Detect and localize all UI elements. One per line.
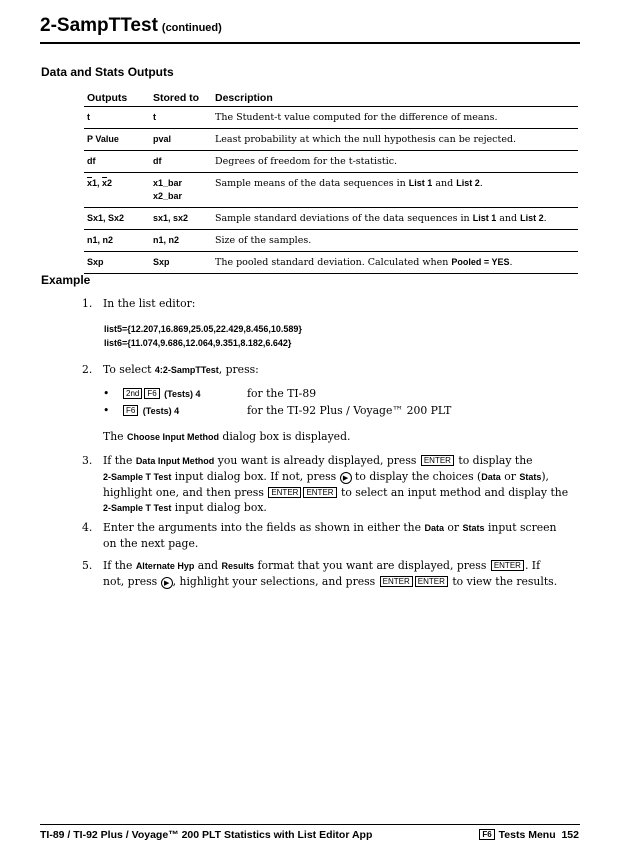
step-1 — [82, 296, 582, 311]
title-continued: (continued) — [161, 22, 222, 34]
desc-keyword: List 2 — [520, 213, 544, 223]
step-4 — [82, 520, 582, 551]
step-number: 4. — [82, 521, 93, 534]
step-text-run: If the — [103, 559, 136, 572]
output-cell: t — [84, 107, 150, 129]
bullet-dot: • — [103, 404, 110, 417]
stored-cell — [150, 173, 212, 208]
bullet-description: for the TI-92 Plus / Voyage™ 200 PLT — [247, 404, 452, 417]
list-definitions — [104, 322, 302, 350]
step-text-run: to display the — [454, 454, 533, 467]
step-text — [103, 429, 582, 445]
step-text-run: ), — [541, 470, 549, 483]
step-keyword: 4:2-SampTTest — [154, 365, 219, 375]
footer-rule — [40, 824, 580, 825]
description-cell — [212, 208, 578, 230]
description-cell: Degrees of freedom for the t-statistic. — [212, 151, 578, 173]
output-cell — [84, 173, 150, 208]
table-row — [84, 230, 578, 252]
footer-section-title: Tests Menu — [498, 829, 556, 841]
column-header: Description — [212, 90, 578, 107]
step-text-run: or — [443, 521, 463, 534]
key-enter: ENTER — [491, 560, 524, 571]
stored-cell: df — [150, 151, 212, 173]
step-keyword: Data Input Method — [135, 456, 215, 466]
step-text-run: not, press — [103, 575, 161, 588]
table-row — [84, 129, 578, 151]
step-text-run: dialog box is displayed. — [218, 430, 351, 443]
column-header: Outputs — [84, 90, 150, 107]
page-number: 152 — [561, 829, 579, 841]
step-text — [103, 520, 582, 551]
step-line: on the next page. — [103, 537, 199, 550]
step-number: 2. — [82, 363, 93, 376]
output-cell: df — [84, 151, 150, 173]
step-text: In the list editor: — [103, 297, 196, 310]
stored-cell: pval — [150, 129, 212, 151]
step-keyword: Data — [481, 472, 501, 482]
key-f6: F6 — [144, 388, 159, 399]
key-enter: ENTER — [268, 487, 301, 498]
stored-cell: Sxp — [150, 252, 212, 274]
step-keyword: Stats — [519, 472, 542, 482]
step-3 — [82, 453, 582, 516]
table-row — [84, 173, 578, 208]
stored-value: x2_bar — [153, 191, 183, 201]
step-text-run: input dialog box. If not, press — [171, 470, 340, 483]
step-text-run: . If — [524, 559, 541, 572]
stored-cell: sx1, sx2 — [150, 208, 212, 230]
step-text-run: input dialog box. — [171, 501, 267, 514]
step-text-run: to select an input method and display the — [337, 486, 569, 499]
step-text-run: or — [500, 470, 520, 483]
desc-keyword: List 1 — [472, 213, 497, 223]
column-header: Stored to — [150, 90, 212, 107]
table-row — [84, 208, 578, 230]
key-enter: ENTER — [380, 576, 413, 587]
footer-book-title: TI-89 / TI-92 Plus / Voyage™ 200 PLT Statistics with List Editor App — [40, 829, 373, 841]
step-text — [103, 362, 582, 378]
desc-text: The pooled standard deviation. Calculated when — [215, 257, 452, 268]
description-cell: The Student-t value computed for the difference of means. — [212, 107, 578, 129]
title-text: 2-SampTTest — [40, 15, 158, 36]
step-line — [103, 558, 582, 574]
description-cell: Size of the samples. — [212, 230, 578, 252]
step-keyword: Data — [424, 523, 444, 533]
step-number: 3. — [82, 454, 93, 467]
bullet-description: for the TI-89 — [247, 387, 317, 400]
table-row — [84, 107, 578, 129]
step-number: 5. — [82, 559, 93, 572]
menu-choice: (Tests) 4 — [164, 389, 201, 399]
table-row — [84, 252, 578, 274]
step-text-run: The — [103, 430, 127, 443]
step-text-run: If the — [103, 454, 136, 467]
key-enter: ENTER — [303, 487, 336, 498]
step-text-run: input screen — [484, 521, 557, 534]
page-header — [40, 14, 580, 44]
x-bar-symbol: $\overline{x}$ — [87, 178, 93, 188]
description-cell — [212, 173, 578, 208]
stored-value: x1_bar — [153, 178, 183, 188]
menu-choice: (Tests) 4 — [142, 406, 180, 416]
step-line — [103, 500, 582, 516]
output-cell: n1, n2 — [84, 230, 150, 252]
title-rule — [40, 42, 580, 44]
bullet-dot: • — [103, 387, 110, 400]
step-text-run: , press: — [218, 363, 259, 376]
output-cell: Sxp — [84, 252, 150, 274]
step-text-run: to display the choices ( — [351, 470, 482, 483]
step-2-note — [82, 429, 582, 445]
step-text-run: you want is already displayed, press — [214, 454, 420, 467]
table-header-row — [84, 90, 578, 107]
key-f6: F6 — [123, 405, 138, 416]
footer-section — [478, 829, 579, 841]
keystrokes — [122, 386, 200, 402]
output-cell: P Value — [84, 129, 150, 151]
step-line — [103, 485, 582, 500]
section-heading-outputs: Data and Stats Outputs — [41, 65, 174, 79]
step-keyword: Choose Input Method — [126, 432, 219, 442]
desc-text: . — [509, 257, 513, 268]
step-text-run: and — [194, 559, 222, 572]
step-text — [103, 558, 582, 589]
outputs-table — [84, 90, 578, 274]
list5-line: list5={12.207,16.869,25.05,22.429,8.456,10.589} — [104, 324, 302, 334]
step-text-run: To select — [103, 363, 155, 376]
output-cell: Sx1, Sx2 — [84, 208, 150, 230]
step-text-run: , highlight your selections, and press — [172, 575, 379, 588]
right-arrow-key-icon: ▶ — [340, 472, 352, 484]
keystrokes — [122, 403, 179, 419]
step-text-run: format that you want are displayed, press — [254, 559, 490, 572]
x-bar-symbol: $\overline{x}$ — [102, 178, 108, 188]
table-row — [84, 151, 578, 173]
step-keyword: Alternate Hyp — [135, 561, 195, 571]
description-cell: Least probability at which the null hypothesis can be rejected. — [212, 129, 578, 151]
output-suffix: 2 — [107, 178, 113, 188]
desc-text: Sample standard deviations of the data sequences in — [215, 213, 473, 224]
stored-cell: t — [150, 107, 212, 129]
stored-cell: n1, n2 — [150, 230, 212, 252]
description-cell — [212, 252, 578, 274]
step-2 — [82, 362, 582, 378]
step-line — [103, 520, 582, 536]
desc-text: Sample means of the data sequences in — [215, 178, 409, 189]
desc-text: . — [543, 213, 547, 224]
desc-keyword: List 2 — [456, 178, 480, 188]
step-text — [103, 453, 582, 516]
output-separator: 1, — [92, 178, 103, 188]
step-5 — [82, 558, 582, 589]
desc-keyword: Pooled = YES — [451, 257, 510, 267]
section-heading-example: Example — [41, 273, 91, 287]
step-number: 1. — [82, 297, 93, 310]
step-keyword: Stats — [462, 523, 485, 533]
page-title — [40, 14, 580, 40]
step-text-run: to view the results. — [448, 575, 558, 588]
step-keyword: 2-Sample T Test — [103, 503, 172, 513]
key-enter: ENTER — [421, 455, 454, 466]
desc-keyword: List 1 — [408, 178, 433, 188]
step-line — [103, 469, 582, 485]
step-text-run: Enter the arguments into the fields as shown in either the — [103, 521, 425, 534]
key-f6: F6 — [479, 829, 494, 840]
step-keyword: 2-Sample T Test — [103, 472, 172, 482]
step-line — [103, 453, 582, 469]
step-keyword: Results — [221, 561, 255, 571]
right-arrow-key-icon: ▶ — [161, 577, 173, 589]
key-2nd: 2nd — [123, 388, 142, 399]
desc-text: . — [479, 178, 483, 189]
list6-line: list6={11.074,9.686,12.064,9.351,8.182,6.642} — [104, 338, 292, 348]
step-text-run: highlight one, and then press — [103, 486, 268, 499]
desc-text: and — [432, 178, 457, 189]
key-enter: ENTER — [415, 576, 448, 587]
desc-text: and — [496, 213, 521, 224]
step-line — [103, 574, 582, 589]
